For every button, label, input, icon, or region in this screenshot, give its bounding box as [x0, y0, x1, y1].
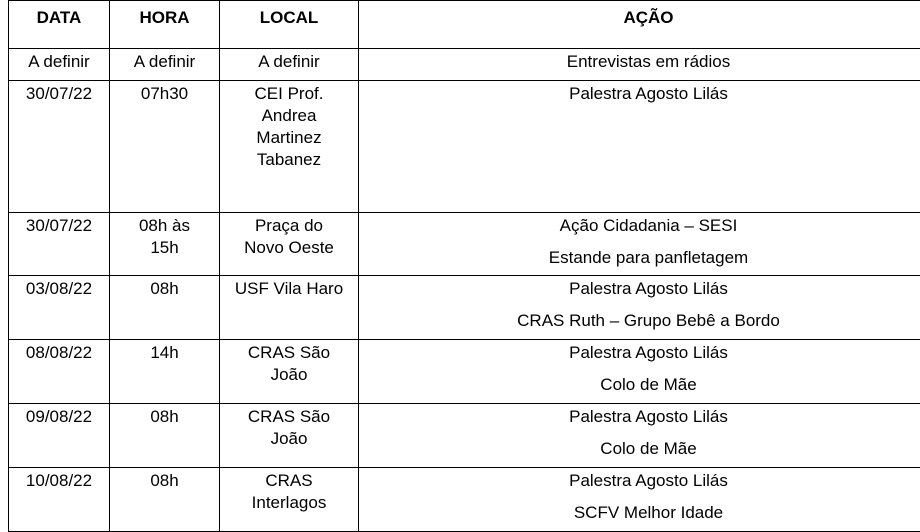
schedule-table: [8, 0, 920, 532]
cell-acao: [359, 81, 920, 213]
table-row: [9, 468, 920, 532]
action-line: Entrevistas em rádios: [359, 51, 920, 73]
cell-hora: 14h: [110, 340, 220, 404]
cell-hora: 08h às 15h: [110, 213, 220, 276]
cell-data: 08/08/22: [9, 340, 110, 404]
table-header: [9, 1, 920, 49]
cell-acao: [359, 468, 920, 532]
action-line: Palestra Agosto Lilás: [359, 342, 920, 364]
cell-local: CRAS São João: [220, 404, 359, 468]
cell-local: CRAS São João: [220, 340, 359, 404]
cell-acao: [359, 49, 920, 81]
table-row: [9, 81, 920, 213]
cell-data: A definir: [9, 49, 110, 81]
header-row: [9, 1, 920, 49]
cell-data: 30/07/22: [9, 213, 110, 276]
action-line: Colo de Mãe: [359, 438, 920, 460]
header-acao: AÇÃO: [359, 1, 920, 49]
table-row: [9, 404, 920, 468]
header-data: DATA: [9, 1, 110, 49]
cell-hora: 08h: [110, 404, 220, 468]
table-row: [9, 340, 920, 404]
action-line: CRAS Ruth – Grupo Bebê a Bordo: [359, 310, 920, 332]
table-row: [9, 276, 920, 340]
table-row: [9, 49, 920, 81]
cell-acao: [359, 213, 920, 276]
cell-local: Praça do Novo Oeste: [220, 213, 359, 276]
cell-data: 10/08/22: [9, 468, 110, 532]
action-line: Palestra Agosto Lilás: [359, 406, 920, 428]
action-line: Ação Cidadania – SESI: [359, 215, 920, 237]
table-body: [9, 49, 920, 532]
cell-acao: [359, 404, 920, 468]
cell-local: A definir: [220, 49, 359, 81]
cell-hora: A definir: [110, 49, 220, 81]
action-line: SCFV Melhor Idade: [359, 502, 920, 524]
header-hora: HORA: [110, 1, 220, 49]
action-line: Palestra Agosto Lilás: [359, 83, 920, 105]
table-row: [9, 213, 920, 276]
action-line: Colo de Mãe: [359, 374, 920, 396]
cell-local: CEI Prof. Andrea Martinez Tabanez: [220, 81, 359, 213]
cell-hora: 08h: [110, 468, 220, 532]
cell-data: 09/08/22: [9, 404, 110, 468]
cell-data: 03/08/22: [9, 276, 110, 340]
cell-hora: 07h30: [110, 81, 220, 213]
cell-local: USF Vila Haro: [220, 276, 359, 340]
action-line: Palestra Agosto Lilás: [359, 278, 920, 300]
header-local: LOCAL: [220, 1, 359, 49]
cell-acao: [359, 340, 920, 404]
action-line: Estande para panfletagem: [359, 247, 920, 269]
cell-hora: 08h: [110, 276, 220, 340]
cell-data: 30/07/22: [9, 81, 110, 213]
cell-acao: [359, 276, 920, 340]
action-line: Palestra Agosto Lilás: [359, 470, 920, 492]
cell-local: CRAS Interlagos: [220, 468, 359, 532]
